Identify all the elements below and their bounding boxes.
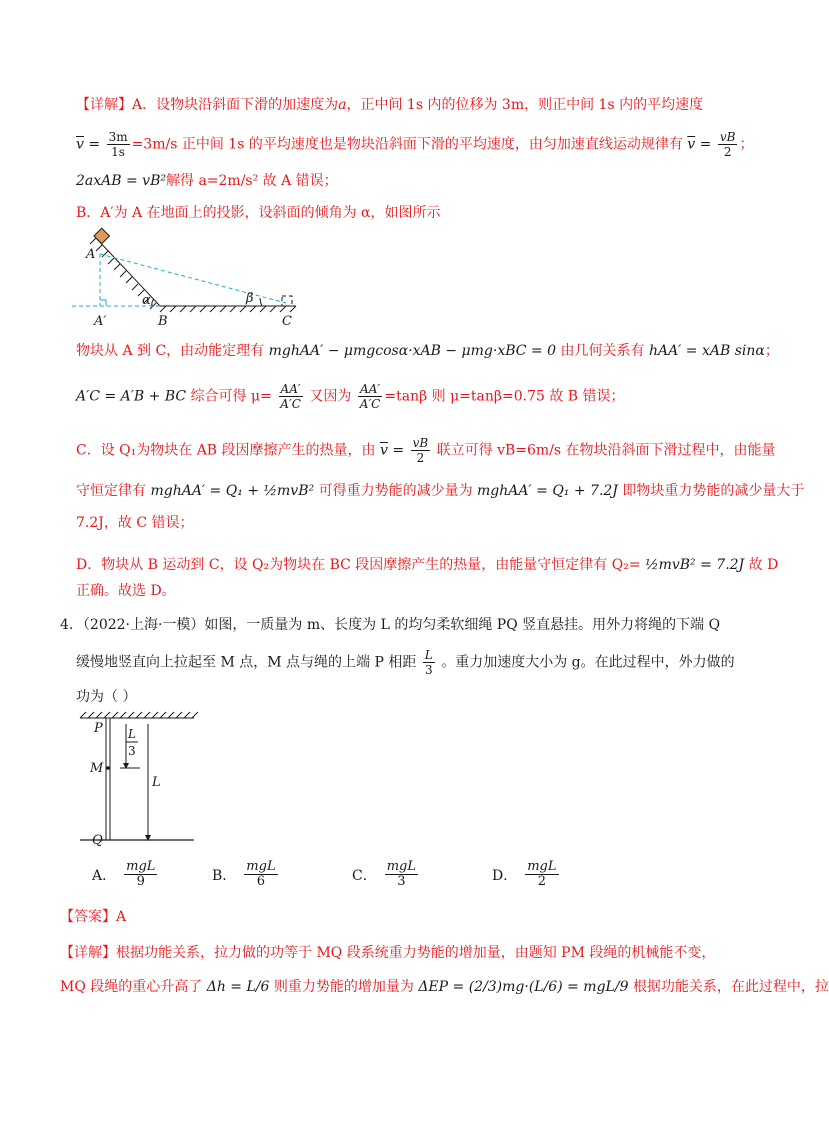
detail-text: =3m/s 正中间 1s 的平均速度也是物块沿斜面下滑的平均速度，由匀加速直线运动规律有 — [131, 136, 683, 153]
label-L3-num: L — [128, 727, 136, 741]
equation: A′C = A′B + BC — [76, 388, 187, 405]
choice-A[interactable]: A． $\frac{\text{mgL}}{9}$ — [92, 859, 156, 889]
rope-figure — [76, 710, 206, 850]
ground-hatching — [160, 306, 296, 312]
detail2-line-1: 【详解】根据功能关系，拉力做的功等于 MQ 段系统重力势能的增加量，由题知 PM 段绳的机械能不变， — [60, 945, 716, 961]
c-line-1: C．设 Q₁为物块在 AB 段因摩擦产生的热量，由 $\overline{v}$ = $\frac{vB}{2}$ 联立可得 vB=6m/s 在物块沿斜面下滑过程中，由能量 — [76, 436, 776, 465]
label-C: C — [282, 314, 292, 329]
detail-heading: 【详解】 — [76, 97, 132, 113]
d-line-1: D．物块从 B 运动到 C，设 Q₂为物块在 BC 段因摩擦产生的热量，由能量守恒定律有 Q₂= ½mvB² = 7.2J 故 D — [76, 557, 779, 573]
equation: ½mvB² = 7.2J — [645, 557, 745, 573]
fraction-L-3: $\frac{L}{3}$ — [424, 648, 433, 677]
label-A: A — [86, 247, 96, 262]
var-a: a — [338, 97, 347, 113]
point-M — [106, 766, 110, 770]
equation: hAA′ = xAB sinα — [648, 343, 765, 359]
detail2-line-2: MQ 段绳的重心升高了 Δh = L/6 则重力势能的增加量为 ΔEP = (2/3)mg·(L/6) = mgL/9 根据功能关系，在此过程中，拉 — [60, 979, 829, 995]
ceiling-hatching — [80, 712, 198, 718]
c-line-2: 守恒定律有 mghAA′ = Q₁ + ½mvB² 可得重力势能的减少量为 mghAA′ = Q₁ + 7.2J 即物块重力势能的减少量大于 — [76, 483, 805, 499]
equation: 2axAB = vB² — [76, 173, 166, 189]
detail-line-2: $\overline{v}$ = $\frac{3m}{1s}$ =3m/s 正中间 1s 的平均速度也是物块沿斜面下滑的平均速度，由匀加速直线运动规律有 $\overline{v}$ = $\frac{vB}{2}$ ； — [76, 130, 754, 159]
detail-line-1 — [76, 94, 703, 116]
equation: Δh = L/6 — [206, 979, 270, 995]
label-L: L — [152, 775, 161, 790]
choice-B[interactable]: B． $\frac{\text{mgL}}{6}$ — [212, 859, 276, 889]
fraction-3m-1s: $\frac{3m}{1s}$ — [108, 130, 128, 159]
label-Q: Q — [92, 833, 103, 848]
detail-text: ，正中间 1s 内的位移为 3m，则正中间 1s 内的平均速度 — [346, 97, 704, 113]
c-line-3: 7.2J，故 C 错误； — [76, 515, 194, 531]
label-P: P — [94, 721, 103, 736]
detail-text: 解得 a=2m/s² 故 A 错误； — [166, 173, 338, 189]
fraction-vb-2: $\frac{vB}{2}$ — [412, 436, 429, 465]
label-beta: β — [246, 291, 254, 306]
detail-line-3 — [76, 170, 338, 192]
fraction-AA-AC: $\frac{AA'}{A'C}$ — [280, 382, 301, 411]
equation: mghAA′ − μmgcosα·xAB − μmg·xBC = 0 — [268, 343, 557, 359]
b-line-3: A′C = A′B + BC 综合可得 μ= $\frac{AA'}{A'C}$ 又因为 $\frac{AA'}{A'C}$ =tanβ 则 μ=tanβ=0.75 故 B 错误； — [76, 382, 625, 411]
equation: mghAA′ = Q₁ + ½mvB² — [150, 483, 315, 499]
block-A — [94, 228, 110, 244]
equation: mghAA′ = Q₁ + 7.2J — [477, 483, 618, 499]
d-line-2: 正确。故选 D。 — [76, 583, 176, 599]
label-alpha: α — [142, 293, 151, 308]
b-line-2: 物块从 A 到 C，由动能定理有 mghAA′ − μmgcosα·xAB − μmg·xBC = 0 由几何关系有 hAA′ = xAB sinα； — [76, 343, 779, 359]
label-M: M — [90, 761, 104, 776]
answer-line: 【答案】A — [60, 909, 127, 925]
question-4-line-1: 4．（2022·上海·一模）如图，一质量为 m、长度为 L 的均匀柔软细绳 PQ 竖直悬挂。用外力将绳的下端 Q — [60, 617, 721, 633]
choice-D[interactable]: D． $\frac{\text{mgL}}{2}$ — [492, 859, 557, 889]
question-4-line-2: 缓慢地竖直向上拉起至 M 点，M 点与绳的上端 P 相距 $\frac{L}{3}$ 。重力加速度大小为 g。在此过程中，外力做的 — [76, 648, 735, 677]
fraction-AA-AC-2: $\frac{AA'}{A'C}$ — [359, 382, 381, 411]
equation: ΔEP = (2/3)mg·(L/6) = mgL/9 — [418, 979, 629, 995]
incline-figure — [70, 228, 310, 328]
question-4-line-3: 功为（ ） — [76, 689, 137, 705]
label-A-prime: A′ — [94, 314, 107, 329]
label-B: B — [158, 314, 168, 329]
b-line-1: B．A′为 A 在地面上的投影，设斜面的倾角为 α，如图所示 — [76, 205, 441, 221]
block-C — [282, 296, 292, 306]
label-L3-den: 3 — [128, 744, 136, 758]
v-bar: $\overline{v}$ — [76, 136, 84, 153]
AC-line — [100, 254, 286, 303]
choice-C[interactable]: C． $\frac{\text{mgL}}{3}$ — [352, 859, 417, 889]
detail-text: A．设物块沿斜面下滑的加速度为 — [132, 97, 339, 113]
fraction-vb-2: $\frac{vB}{2}$ — [719, 130, 736, 159]
